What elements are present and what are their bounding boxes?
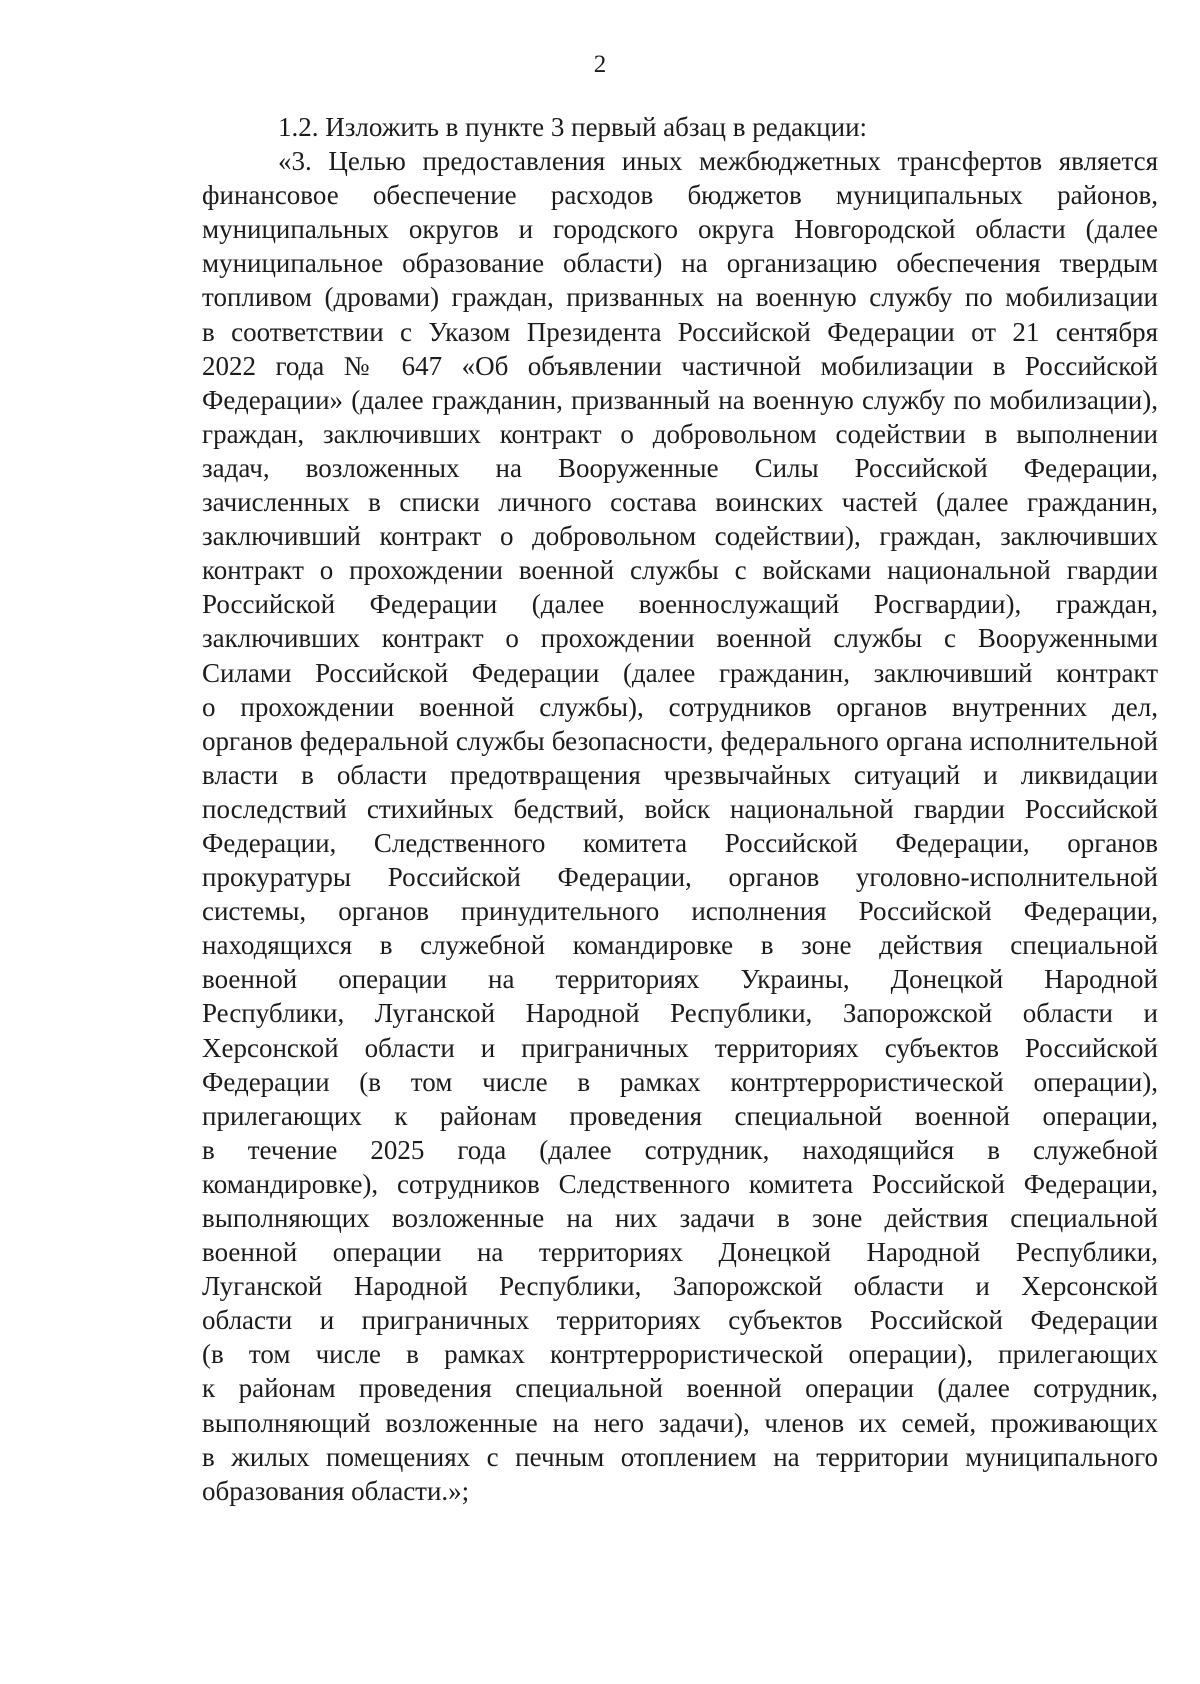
text-line: выполняющих возложенные на них задачи в зоне действия специальной: [202, 1203, 1158, 1233]
text-line: выполняющий возложенные на него задачи), членов их семей, проживающих: [202, 1407, 1158, 1438]
text-line: «3. Целью предоставления иных межбюджетных трансфертов является: [278, 146, 1158, 177]
text-line: прилегающих к районам проведения специальной военной операции,: [202, 1100, 1158, 1131]
document-body: [202, 110, 1158, 1508]
text-line: топливом (дровами) граждан, призванных на военную службу по мобилизации: [202, 282, 1158, 313]
text-line: последствий стихийных бедствий, войск национальной гвардии Российской: [202, 793, 1158, 824]
text-line: Силами Российской Федерации (далее гражданин, заключивший контракт: [202, 657, 1158, 688]
text-line: о прохождении военной службы), сотрудников органов внутренних дел,: [202, 691, 1158, 722]
text-line: Херсонской области и приграничных территориях субъектов Российской: [202, 1032, 1158, 1063]
text-line: Федерации, Следственного комитета Российской Федерации, органов: [202, 827, 1158, 858]
text-line: к районам проведения специальной военной операции (далее сотрудник,: [202, 1373, 1158, 1404]
text-line: образования области.»;: [202, 1475, 470, 1506]
text-line: граждан, заключивших контракт о добровольном содействии в выполнении: [202, 418, 1158, 449]
text-line: области и приграничных территориях субъектов Российской Федерации: [202, 1305, 1158, 1336]
text-line: Федерации» (далее гражданин, призванный на военную службу по мобилизации),: [202, 384, 1158, 415]
text-line: в течение 2025 года (далее сотрудник, находящийся в служебной: [202, 1134, 1158, 1165]
text-line: муниципальных округов и городского округа Новгородской области (далее: [202, 214, 1158, 245]
text-line: Луганской Народной Республики, Запорожской области и Херсонской: [202, 1271, 1158, 1302]
text-line: 2022 года № 647 «Об объявлении частичной мобилизации в Российской: [202, 350, 1158, 381]
text-line: органов федеральной службы безопасности, федерального органа исполнительной: [202, 725, 1158, 756]
text-line: 1.2. Изложить в пункте 3 первый абзац в редакции:: [278, 112, 868, 142]
paragraph: [202, 110, 1158, 144]
text-line: находящихся в служебной командировке в зоне действия специальной: [202, 930, 1158, 961]
text-line: власти в области предотвращения чрезвычайных ситуаций и ликвидации: [202, 759, 1158, 790]
text-line: в соответствии с Указом Президента Российской Федерации от 21 сентября: [202, 316, 1158, 347]
text-line: командировке), сотрудников Следственного комитета Российской Федерации,: [202, 1168, 1158, 1199]
page-number: 2: [593, 51, 607, 78]
text-line: системы, органов принудительного исполнения Российской Федерации,: [202, 896, 1158, 927]
text-line: Российской Федерации (далее военнослужащий Росгвардии), граждан,: [202, 589, 1158, 620]
text-line: Федерации (в том числе в рамках контртеррористической операции),: [202, 1066, 1158, 1097]
text-line: военной операции на территориях Украины, Донецкой Народной: [202, 964, 1158, 995]
text-line: заключивший контракт о добровольном содействии), граждан, заключивших: [202, 521, 1158, 552]
text-line: заключивших контракт о прохождении военной службы с Вооруженными: [202, 623, 1158, 654]
paragraph: [202, 144, 1158, 1508]
text-line: прокуратуры Российской Федерации, органов уголовно-исполнительной: [202, 862, 1158, 893]
text-line: в жилых помещениях с печным отоплением на территории муниципального: [202, 1441, 1158, 1472]
text-line: (в том числе в рамках контртеррористической операции), прилегающих: [202, 1339, 1158, 1370]
text-line: зачисленных в списки личного состава воинских частей (далее гражданин,: [202, 487, 1158, 518]
text-line: финансовое обеспечение расходов бюджетов муниципальных районов,: [202, 180, 1158, 211]
text-line: контракт о прохождении военной службы с войсками национальной гвардии: [202, 555, 1158, 586]
text-line: муниципальное образование области) на организацию обеспечения твердым: [202, 248, 1158, 279]
text-line: задач, возложенных на Вооруженные Силы Российской Федерации,: [202, 452, 1158, 483]
text-line: военной операции на территориях Донецкой Народной Республики,: [202, 1237, 1158, 1268]
text-line: Республики, Луганской Народной Республики, Запорожской области и: [202, 998, 1158, 1029]
